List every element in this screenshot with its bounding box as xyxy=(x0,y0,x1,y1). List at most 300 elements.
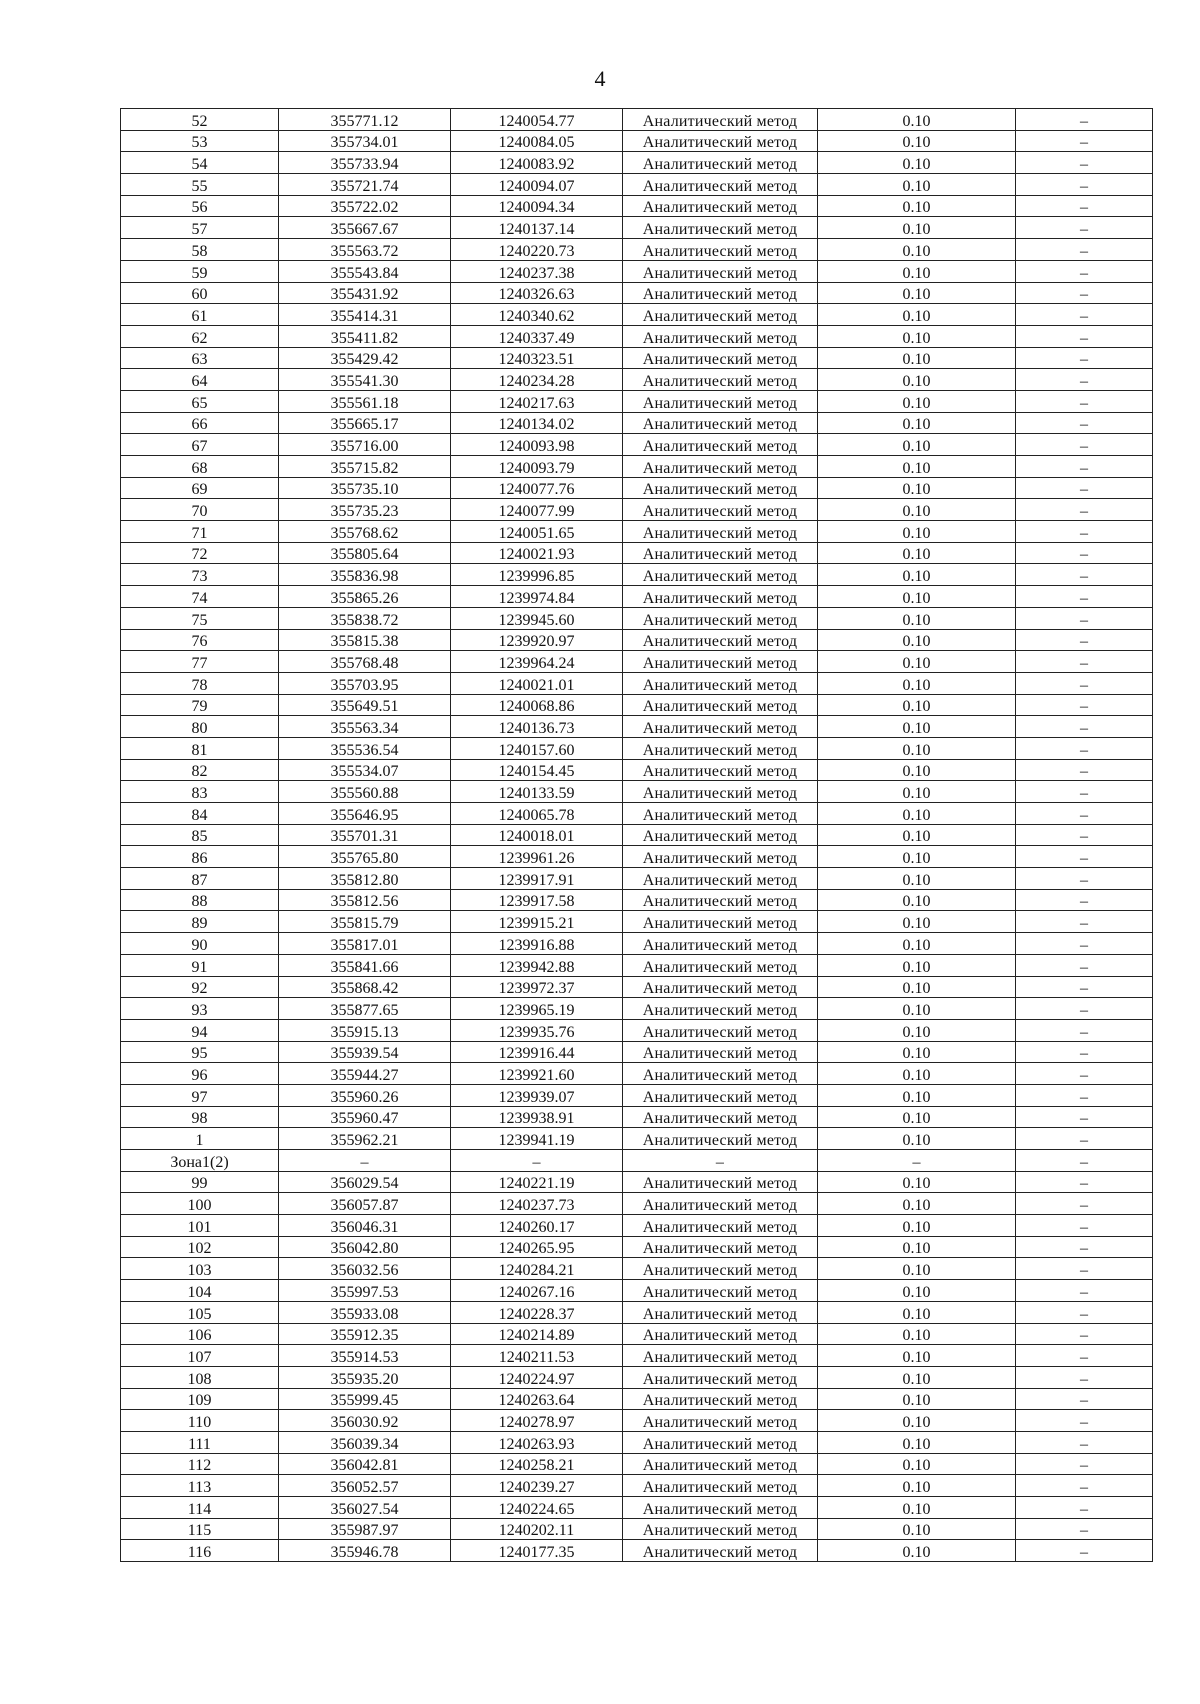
accuracy-cell: 0.10 xyxy=(818,998,1016,1020)
x-coordinate-cell: 356032.56 xyxy=(279,1258,451,1280)
table-row xyxy=(121,1084,1153,1106)
note-cell: – xyxy=(1016,911,1153,933)
point-number-cell: 110 xyxy=(121,1410,279,1432)
y-coordinate-cell: 1239916.44 xyxy=(451,1041,623,1063)
point-number-cell: 100 xyxy=(121,1193,279,1215)
method-cell: Аналитический метод xyxy=(623,824,818,846)
point-number-cell: 93 xyxy=(121,998,279,1020)
x-coordinate-cell: 355838.72 xyxy=(279,607,451,629)
y-coordinate-cell: 1240094.07 xyxy=(451,174,623,196)
y-coordinate-cell: 1240340.62 xyxy=(451,304,623,326)
method-cell: Аналитический метод xyxy=(623,1345,818,1367)
accuracy-cell: 0.10 xyxy=(818,260,1016,282)
note-cell: – xyxy=(1016,586,1153,608)
x-coordinate-cell: 355541.30 xyxy=(279,369,451,391)
method-cell: Аналитический метод xyxy=(623,174,818,196)
x-coordinate-cell: 356057.87 xyxy=(279,1193,451,1215)
accuracy-cell: 0.10 xyxy=(818,1388,1016,1410)
x-coordinate-cell: 355703.95 xyxy=(279,672,451,694)
method-cell: Аналитический метод xyxy=(623,846,818,868)
table-row xyxy=(121,1236,1153,1258)
method-cell: Аналитический метод xyxy=(623,1301,818,1323)
x-coordinate-cell: 355868.42 xyxy=(279,976,451,998)
table-row xyxy=(121,217,1153,239)
point-number-cell: 66 xyxy=(121,412,279,434)
method-cell: Аналитический метод xyxy=(623,499,818,521)
table-row xyxy=(121,304,1153,326)
method-cell: Аналитический метод xyxy=(623,369,818,391)
method-cell: Аналитический метод xyxy=(623,1366,818,1388)
y-coordinate-cell: 1240263.93 xyxy=(451,1431,623,1453)
note-cell: – xyxy=(1016,130,1153,152)
table-row xyxy=(121,347,1153,369)
note-cell: – xyxy=(1016,1019,1153,1041)
point-number-cell: 67 xyxy=(121,434,279,456)
accuracy-cell: 0.10 xyxy=(818,434,1016,456)
note-cell: – xyxy=(1016,824,1153,846)
note-cell: – xyxy=(1016,803,1153,825)
method-cell: Аналитический метод xyxy=(623,1453,818,1475)
note-cell: – xyxy=(1016,1540,1153,1562)
table-row xyxy=(121,434,1153,456)
method-cell: Аналитический метод xyxy=(623,868,818,890)
x-coordinate-cell: 355716.00 xyxy=(279,434,451,456)
point-number-cell: 79 xyxy=(121,694,279,716)
y-coordinate-cell: 1240021.93 xyxy=(451,542,623,564)
note-cell: – xyxy=(1016,195,1153,217)
point-number-cell: 52 xyxy=(121,109,279,131)
note-cell: – xyxy=(1016,434,1153,456)
point-number-cell: 1 xyxy=(121,1128,279,1150)
table-row xyxy=(121,824,1153,846)
point-number-cell: 115 xyxy=(121,1518,279,1540)
table-row xyxy=(121,477,1153,499)
accuracy-cell: 0.10 xyxy=(818,521,1016,543)
note-cell: – xyxy=(1016,716,1153,738)
note-cell: – xyxy=(1016,1063,1153,1085)
table-row xyxy=(121,976,1153,998)
accuracy-cell: 0.10 xyxy=(818,1540,1016,1562)
point-number-cell: 55 xyxy=(121,174,279,196)
point-number-cell: 82 xyxy=(121,759,279,781)
accuracy-cell: 0.10 xyxy=(818,1106,1016,1128)
table-row xyxy=(121,260,1153,282)
accuracy-cell: 0.10 xyxy=(818,846,1016,868)
note-cell: – xyxy=(1016,1453,1153,1475)
accuracy-cell: 0.10 xyxy=(818,130,1016,152)
y-coordinate-cell: 1240054.77 xyxy=(451,109,623,131)
accuracy-cell: 0.10 xyxy=(818,716,1016,738)
table-row xyxy=(121,1453,1153,1475)
method-cell: Аналитический метод xyxy=(623,412,818,434)
point-number-cell: 58 xyxy=(121,239,279,261)
x-coordinate-cell: 355865.26 xyxy=(279,586,451,608)
point-number-cell: 111 xyxy=(121,1431,279,1453)
accuracy-cell: 0.10 xyxy=(818,1215,1016,1237)
accuracy-cell: 0.10 xyxy=(818,456,1016,478)
accuracy-cell: 0.10 xyxy=(818,1301,1016,1323)
x-coordinate-cell: 355946.78 xyxy=(279,1540,451,1562)
note-cell: – xyxy=(1016,477,1153,499)
y-coordinate-cell: 1240337.49 xyxy=(451,325,623,347)
x-coordinate-cell: 355665.17 xyxy=(279,412,451,434)
note-cell: – xyxy=(1016,1171,1153,1193)
x-coordinate-cell: 355722.02 xyxy=(279,195,451,217)
note-cell: – xyxy=(1016,239,1153,261)
table-row xyxy=(121,174,1153,196)
table-row xyxy=(121,651,1153,673)
table-row xyxy=(121,629,1153,651)
method-cell: Аналитический метод xyxy=(623,1475,818,1497)
point-number-cell: 88 xyxy=(121,889,279,911)
table-row xyxy=(121,130,1153,152)
note-cell: – xyxy=(1016,1106,1153,1128)
table-row xyxy=(121,152,1153,174)
x-coordinate-cell: 355841.66 xyxy=(279,954,451,976)
note-cell: – xyxy=(1016,1150,1153,1172)
accuracy-cell: 0.10 xyxy=(818,803,1016,825)
x-coordinate-cell: 355877.65 xyxy=(279,998,451,1020)
point-number-cell: 87 xyxy=(121,868,279,890)
x-coordinate-cell: 355765.80 xyxy=(279,846,451,868)
table-row xyxy=(121,1518,1153,1540)
y-coordinate-cell: 1240224.65 xyxy=(451,1497,623,1519)
table-row xyxy=(121,325,1153,347)
y-coordinate-cell: 1239935.76 xyxy=(451,1019,623,1041)
note-cell: – xyxy=(1016,325,1153,347)
table-row xyxy=(121,1215,1153,1237)
note-cell: – xyxy=(1016,1280,1153,1302)
note-cell: – xyxy=(1016,1366,1153,1388)
x-coordinate-cell: 356042.81 xyxy=(279,1453,451,1475)
x-coordinate-cell: 355805.64 xyxy=(279,542,451,564)
accuracy-cell: 0.10 xyxy=(818,109,1016,131)
y-coordinate-cell: 1240234.28 xyxy=(451,369,623,391)
y-coordinate-cell: 1240214.89 xyxy=(451,1323,623,1345)
x-coordinate-cell: 355411.82 xyxy=(279,325,451,347)
method-cell: Аналитический метод xyxy=(623,911,818,933)
note-cell: – xyxy=(1016,1041,1153,1063)
table-row xyxy=(121,1063,1153,1085)
note-cell: – xyxy=(1016,1431,1153,1453)
point-number-cell: 57 xyxy=(121,217,279,239)
point-number-cell: 114 xyxy=(121,1497,279,1519)
table-row xyxy=(121,737,1153,759)
point-number-cell: 75 xyxy=(121,607,279,629)
coordinates-table xyxy=(120,108,1153,1562)
x-coordinate-cell: 355701.31 xyxy=(279,824,451,846)
table-row xyxy=(121,1258,1153,1280)
x-coordinate-cell: 355836.98 xyxy=(279,564,451,586)
accuracy-cell: 0.10 xyxy=(818,824,1016,846)
table-row xyxy=(121,1150,1153,1172)
y-coordinate-cell: 1240217.63 xyxy=(451,390,623,412)
y-coordinate-cell: 1240267.16 xyxy=(451,1280,623,1302)
method-cell: Аналитический метод xyxy=(623,954,818,976)
point-number-cell: Зона1(2) xyxy=(121,1150,279,1172)
x-coordinate-cell: 355815.79 xyxy=(279,911,451,933)
accuracy-cell: 0.10 xyxy=(818,347,1016,369)
point-number-cell: 85 xyxy=(121,824,279,846)
note-cell: – xyxy=(1016,1084,1153,1106)
method-cell: Аналитический метод xyxy=(623,1171,818,1193)
method-cell: Аналитический метод xyxy=(623,217,818,239)
point-number-cell: 72 xyxy=(121,542,279,564)
x-coordinate-cell: 355987.97 xyxy=(279,1518,451,1540)
y-coordinate-cell: 1240228.37 xyxy=(451,1301,623,1323)
note-cell: – xyxy=(1016,390,1153,412)
point-number-cell: 95 xyxy=(121,1041,279,1063)
y-coordinate-cell: 1239941.19 xyxy=(451,1128,623,1150)
point-number-cell: 65 xyxy=(121,390,279,412)
method-cell: Аналитический метод xyxy=(623,586,818,608)
y-coordinate-cell: 1239974.84 xyxy=(451,586,623,608)
point-number-cell: 113 xyxy=(121,1475,279,1497)
table-row xyxy=(121,803,1153,825)
y-coordinate-cell: 1240265.95 xyxy=(451,1236,623,1258)
table-row xyxy=(121,933,1153,955)
note-cell: – xyxy=(1016,672,1153,694)
accuracy-cell: 0.10 xyxy=(818,152,1016,174)
y-coordinate-cell: 1239942.88 xyxy=(451,954,623,976)
point-number-cell: 89 xyxy=(121,911,279,933)
method-cell: Аналитический метод xyxy=(623,716,818,738)
y-coordinate-cell: 1240133.59 xyxy=(451,781,623,803)
point-number-cell: 107 xyxy=(121,1345,279,1367)
y-coordinate-cell: 1240093.98 xyxy=(451,434,623,456)
point-number-cell: 53 xyxy=(121,130,279,152)
x-coordinate-cell: 356029.54 xyxy=(279,1171,451,1193)
table-row xyxy=(121,369,1153,391)
point-number-cell: 64 xyxy=(121,369,279,391)
x-coordinate-cell: 355914.53 xyxy=(279,1345,451,1367)
point-number-cell: 106 xyxy=(121,1323,279,1345)
accuracy-cell: 0.10 xyxy=(818,629,1016,651)
table-row xyxy=(121,109,1153,131)
note-cell: – xyxy=(1016,629,1153,651)
y-coordinate-cell: 1240093.79 xyxy=(451,456,623,478)
table-row xyxy=(121,1171,1153,1193)
accuracy-cell: 0.10 xyxy=(818,1193,1016,1215)
accuracy-cell: 0.10 xyxy=(818,304,1016,326)
note-cell: – xyxy=(1016,456,1153,478)
table-row xyxy=(121,889,1153,911)
y-coordinate-cell: 1240177.35 xyxy=(451,1540,623,1562)
accuracy-cell: 0.10 xyxy=(818,412,1016,434)
point-number-cell: 109 xyxy=(121,1388,279,1410)
table-row xyxy=(121,911,1153,933)
x-coordinate-cell: 356030.92 xyxy=(279,1410,451,1432)
note-cell: – xyxy=(1016,607,1153,629)
table-row xyxy=(121,239,1153,261)
method-cell: Аналитический метод xyxy=(623,694,818,716)
y-coordinate-cell: 1240018.01 xyxy=(451,824,623,846)
table-row xyxy=(121,1475,1153,1497)
point-number-cell: 90 xyxy=(121,933,279,955)
x-coordinate-cell: 355999.45 xyxy=(279,1388,451,1410)
x-coordinate-cell: 355962.21 xyxy=(279,1128,451,1150)
method-cell: Аналитический метод xyxy=(623,672,818,694)
method-cell: Аналитический метод xyxy=(623,889,818,911)
accuracy-cell: 0.10 xyxy=(818,1410,1016,1432)
note-cell: – xyxy=(1016,1215,1153,1237)
x-coordinate-cell: 355733.94 xyxy=(279,152,451,174)
method-cell: Аналитический метод xyxy=(623,1518,818,1540)
method-cell: Аналитический метод xyxy=(623,521,818,543)
method-cell: Аналитический метод xyxy=(623,803,818,825)
y-coordinate-cell: 1239972.37 xyxy=(451,976,623,998)
x-coordinate-cell: 355768.62 xyxy=(279,521,451,543)
point-number-cell: 71 xyxy=(121,521,279,543)
table-row xyxy=(121,1041,1153,1063)
note-cell: – xyxy=(1016,1323,1153,1345)
method-cell: Аналитический метод xyxy=(623,1063,818,1085)
point-number-cell: 73 xyxy=(121,564,279,586)
point-number-cell: 94 xyxy=(121,1019,279,1041)
note-cell: – xyxy=(1016,781,1153,803)
accuracy-cell: 0.10 xyxy=(818,1323,1016,1345)
table-row xyxy=(121,672,1153,694)
point-number-cell: 63 xyxy=(121,347,279,369)
y-coordinate-cell: 1240221.19 xyxy=(451,1171,623,1193)
note-cell: – xyxy=(1016,1193,1153,1215)
accuracy-cell: 0.10 xyxy=(818,282,1016,304)
note-cell: – xyxy=(1016,694,1153,716)
y-coordinate-cell: 1240258.21 xyxy=(451,1453,623,1475)
y-coordinate-cell: 1239921.60 xyxy=(451,1063,623,1085)
method-cell: Аналитический метод xyxy=(623,109,818,131)
method-cell: Аналитический метод xyxy=(623,781,818,803)
x-coordinate-cell: 355815.38 xyxy=(279,629,451,651)
point-number-cell: 103 xyxy=(121,1258,279,1280)
table-row xyxy=(121,716,1153,738)
x-coordinate-cell: 355563.34 xyxy=(279,716,451,738)
x-coordinate-cell: 355915.13 xyxy=(279,1019,451,1041)
accuracy-cell: – xyxy=(818,1150,1016,1172)
y-coordinate-cell: 1239965.19 xyxy=(451,998,623,1020)
table-row xyxy=(121,195,1153,217)
method-cell: – xyxy=(623,1150,818,1172)
note-cell: – xyxy=(1016,347,1153,369)
y-coordinate-cell: 1240084.05 xyxy=(451,130,623,152)
note-cell: – xyxy=(1016,1410,1153,1432)
x-coordinate-cell: 355768.48 xyxy=(279,651,451,673)
point-number-cell: 59 xyxy=(121,260,279,282)
accuracy-cell: 0.10 xyxy=(818,889,1016,911)
y-coordinate-cell: 1240260.17 xyxy=(451,1215,623,1237)
x-coordinate-cell: 355715.82 xyxy=(279,456,451,478)
table-row xyxy=(121,1019,1153,1041)
x-coordinate-cell: 355997.53 xyxy=(279,1280,451,1302)
accuracy-cell: 0.10 xyxy=(818,868,1016,890)
x-coordinate-cell: 355933.08 xyxy=(279,1301,451,1323)
point-number-cell: 69 xyxy=(121,477,279,499)
method-cell: Аналитический метод xyxy=(623,1431,818,1453)
note-cell: – xyxy=(1016,412,1153,434)
page-number: 4 xyxy=(594,66,606,91)
point-number-cell: 60 xyxy=(121,282,279,304)
note-cell: – xyxy=(1016,1345,1153,1367)
y-coordinate-cell: 1239917.91 xyxy=(451,868,623,890)
table-row xyxy=(121,759,1153,781)
x-coordinate-cell: 355429.42 xyxy=(279,347,451,369)
y-coordinate-cell: 1240323.51 xyxy=(451,347,623,369)
y-coordinate-cell: 1240051.65 xyxy=(451,521,623,543)
table-row xyxy=(121,1366,1153,1388)
x-coordinate-cell: 355771.12 xyxy=(279,109,451,131)
accuracy-cell: 0.10 xyxy=(818,1019,1016,1041)
method-cell: Аналитический метод xyxy=(623,629,818,651)
point-number-cell: 81 xyxy=(121,737,279,759)
point-number-cell: 101 xyxy=(121,1215,279,1237)
accuracy-cell: 0.10 xyxy=(818,954,1016,976)
method-cell: Аналитический метод xyxy=(623,933,818,955)
point-number-cell: 56 xyxy=(121,195,279,217)
accuracy-cell: 0.10 xyxy=(818,607,1016,629)
y-coordinate-cell: 1239945.60 xyxy=(451,607,623,629)
accuracy-cell: 0.10 xyxy=(818,694,1016,716)
x-coordinate-cell: 355646.95 xyxy=(279,803,451,825)
table-row xyxy=(121,521,1153,543)
x-coordinate-cell: 355563.72 xyxy=(279,239,451,261)
table-row xyxy=(121,564,1153,586)
accuracy-cell: 0.10 xyxy=(818,1475,1016,1497)
accuracy-cell: 0.10 xyxy=(818,933,1016,955)
table-row xyxy=(121,1388,1153,1410)
method-cell: Аналитический метод xyxy=(623,542,818,564)
y-coordinate-cell: 1240220.73 xyxy=(451,239,623,261)
accuracy-cell: 0.10 xyxy=(818,1171,1016,1193)
accuracy-cell: 0.10 xyxy=(818,1345,1016,1367)
accuracy-cell: 0.10 xyxy=(818,737,1016,759)
y-coordinate-cell: 1240202.11 xyxy=(451,1518,623,1540)
note-cell: – xyxy=(1016,542,1153,564)
method-cell: Аналитический метод xyxy=(623,477,818,499)
point-number-cell: 84 xyxy=(121,803,279,825)
note-cell: – xyxy=(1016,651,1153,673)
point-number-cell: 105 xyxy=(121,1301,279,1323)
note-cell: – xyxy=(1016,1258,1153,1280)
x-coordinate-cell: 355939.54 xyxy=(279,1041,451,1063)
method-cell: Аналитический метод xyxy=(623,1540,818,1562)
accuracy-cell: 0.10 xyxy=(818,1497,1016,1519)
method-cell: Аналитический метод xyxy=(623,390,818,412)
method-cell: Аналитический метод xyxy=(623,130,818,152)
accuracy-cell: 0.10 xyxy=(818,1280,1016,1302)
method-cell: Аналитический метод xyxy=(623,152,818,174)
note-cell: – xyxy=(1016,174,1153,196)
x-coordinate-cell: 355414.31 xyxy=(279,304,451,326)
x-coordinate-cell: 355812.56 xyxy=(279,889,451,911)
y-coordinate-cell: 1240239.27 xyxy=(451,1475,623,1497)
x-coordinate-cell: 355944.27 xyxy=(279,1063,451,1085)
y-coordinate-cell: 1240326.63 xyxy=(451,282,623,304)
point-number-cell: 86 xyxy=(121,846,279,868)
table-row xyxy=(121,542,1153,564)
method-cell: Аналитический метод xyxy=(623,607,818,629)
x-coordinate-cell: 355649.51 xyxy=(279,694,451,716)
note-cell: – xyxy=(1016,1236,1153,1258)
accuracy-cell: 0.10 xyxy=(818,1518,1016,1540)
y-coordinate-cell: 1239939.07 xyxy=(451,1084,623,1106)
point-number-cell: 108 xyxy=(121,1366,279,1388)
method-cell: Аналитический метод xyxy=(623,1410,818,1432)
point-number-cell: 54 xyxy=(121,152,279,174)
note-cell: – xyxy=(1016,933,1153,955)
table-row xyxy=(121,1497,1153,1519)
method-cell: Аналитический метод xyxy=(623,260,818,282)
table-row xyxy=(121,499,1153,521)
